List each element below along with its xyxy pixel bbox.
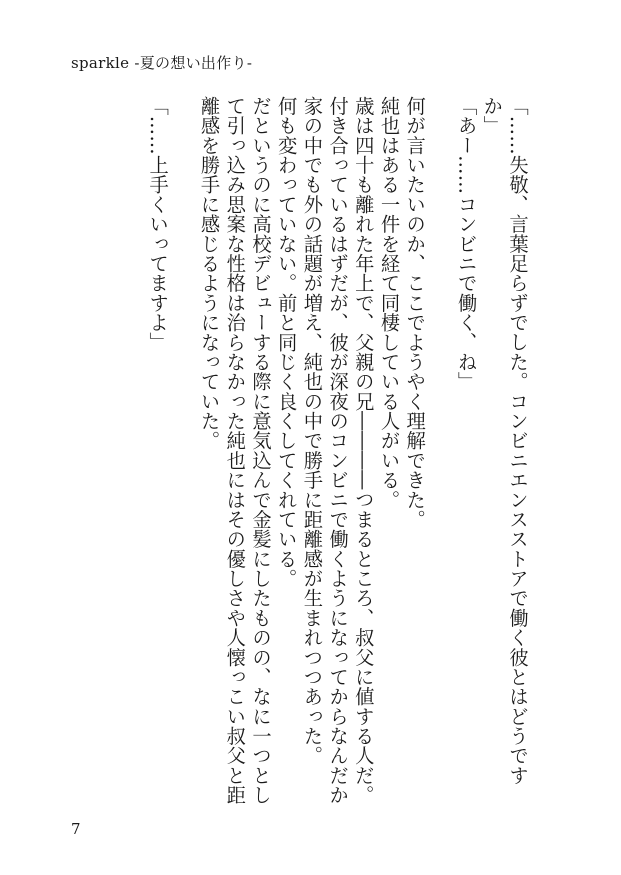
paragraph: 「……上手くいってますよ」: [146, 96, 170, 352]
page-number: 7: [71, 820, 81, 838]
paragraph: 付き合っているはずだが、彼が深夜のコンビニで働くようになってからなんだか家の中でも外の話題が増え、純也の中で勝手に距離感が生まれつつあった。: [300, 96, 350, 805]
body-text: [90, 96, 530, 812]
paragraph: 歳は四十も離れた年上で、父親の兄――――つまるところ、叔父に値する人だ。: [351, 96, 375, 805]
paragraph: 「……失敬、言葉足らずでした。コンビニエンスストアで働く彼とはどうですか」: [480, 96, 529, 786]
paragraph: 何が言いたいのか、ここでようやく理解できた。: [403, 96, 427, 530]
paragraph-blank: [170, 96, 196, 812]
page-header: sparkle -夏の想い出作り-: [71, 54, 253, 72]
paragraph: だというのに高校デビューする際に意気込んで金髪にしたものの、なに一つとして引っ込み思案な性格は治らなかった純也にはその優しさや人懐っこい叔父と距離感を勝手に感じるようになっていた。: [197, 96, 272, 805]
paragraph: 何も変わっていない。前と同じく良くしてくれている。: [274, 96, 298, 589]
paragraph-blank: [427, 96, 453, 812]
paragraph: 純也はある一件を経て同棲している人がいる。: [377, 96, 401, 510]
paragraph: 「あー……コンビニで働く、ね」: [454, 96, 478, 392]
